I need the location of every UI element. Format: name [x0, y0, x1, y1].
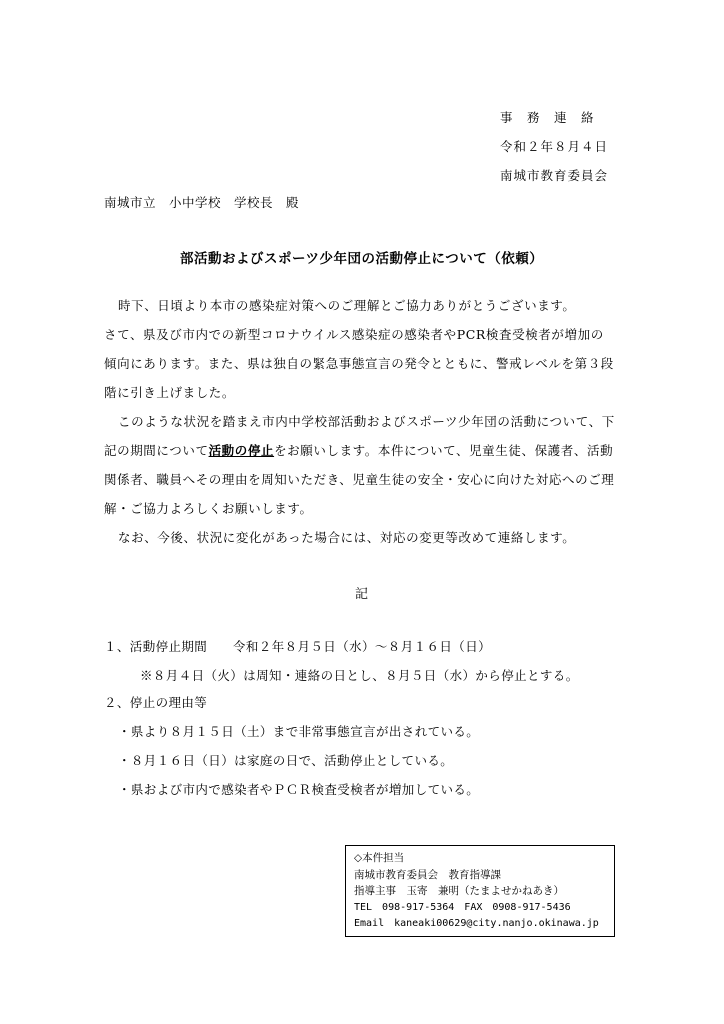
item-period: １、活動停止期間 令和２年８月５日（水）～８月１６日（日）: [104, 639, 492, 654]
body-text-segment: をお願いします。本件について、児童生徒、保護者、活動: [274, 443, 614, 458]
notice-type: 事 務 連 絡: [500, 110, 595, 125]
reason-item: ・８月１６日（日）は家庭の日で、活動停止としている。: [118, 753, 454, 768]
item-reasons-heading: ２、停止の理由等: [104, 695, 208, 710]
contact-person: 指導主事 玉寄 兼明（たまよせかねあき）: [354, 885, 564, 897]
body-line: 解・ご協力よろしくお願いします。: [104, 501, 313, 516]
body-line: 関係者、職員へその理由を周知いただき、児童生徒の安全・安心に向けた対応へのご理: [104, 472, 615, 487]
body-text-segment: 記の期間について: [104, 443, 209, 458]
body-line: 傾向にあります。また、県は独自の緊急事態宣言の発令とともに、警戒レベルを第３段: [104, 356, 614, 371]
contact-box: [345, 845, 615, 937]
body-line: 時下、日頃より本市の感染症対策へのご理解とご協力ありがとうございます。: [118, 298, 576, 313]
contact-department: 南城市教育委員会 教育指導課: [354, 868, 501, 881]
issue-date: 令和２年８月４日: [500, 139, 609, 154]
reason-item: ・県より８月１５日（土）まで非常事態宣言が出されている。: [118, 724, 480, 739]
contact-email: Email kaneaki00629@city.nanjo.okinawa.jp: [354, 918, 599, 929]
contact-phone: TEL 098-917-5364 FAX 0908-917-5436: [354, 901, 571, 913]
body-line: [104, 441, 613, 459]
body-line: このような状況を踏まえ市内中学校部活動およびスポーツ少年団の活動について、下: [118, 414, 615, 429]
body-line: 階に引き上げました。: [104, 385, 236, 400]
reason-item: ・県および市内で感染者やＰＣＲ検査受検者が増加している。: [118, 782, 480, 797]
addressee: 南城市立 小中学校 学校長 殿: [104, 195, 300, 210]
emphasis-activity-stop: 活動の停止: [208, 443, 275, 458]
item-period-note: ※８月４日（火）は周知・連絡の日とし、８月５日（水）から停止とする。: [140, 668, 579, 683]
document-title: 部活動およびスポーツ少年団の活動停止について（依頼）: [180, 251, 544, 267]
body-line: なお、今後、状況に変化があった場合には、対応の変更等改めて連絡します。: [118, 530, 576, 545]
body-line: さて、県及び市内での新型コロナウイルス感染症の感染者やPCR検査受検者が増加の: [104, 327, 604, 342]
contact-heading: ◇本件担当: [354, 852, 405, 864]
issuer: 南城市教育委員会: [500, 168, 609, 183]
ki-heading: 記: [355, 587, 369, 602]
